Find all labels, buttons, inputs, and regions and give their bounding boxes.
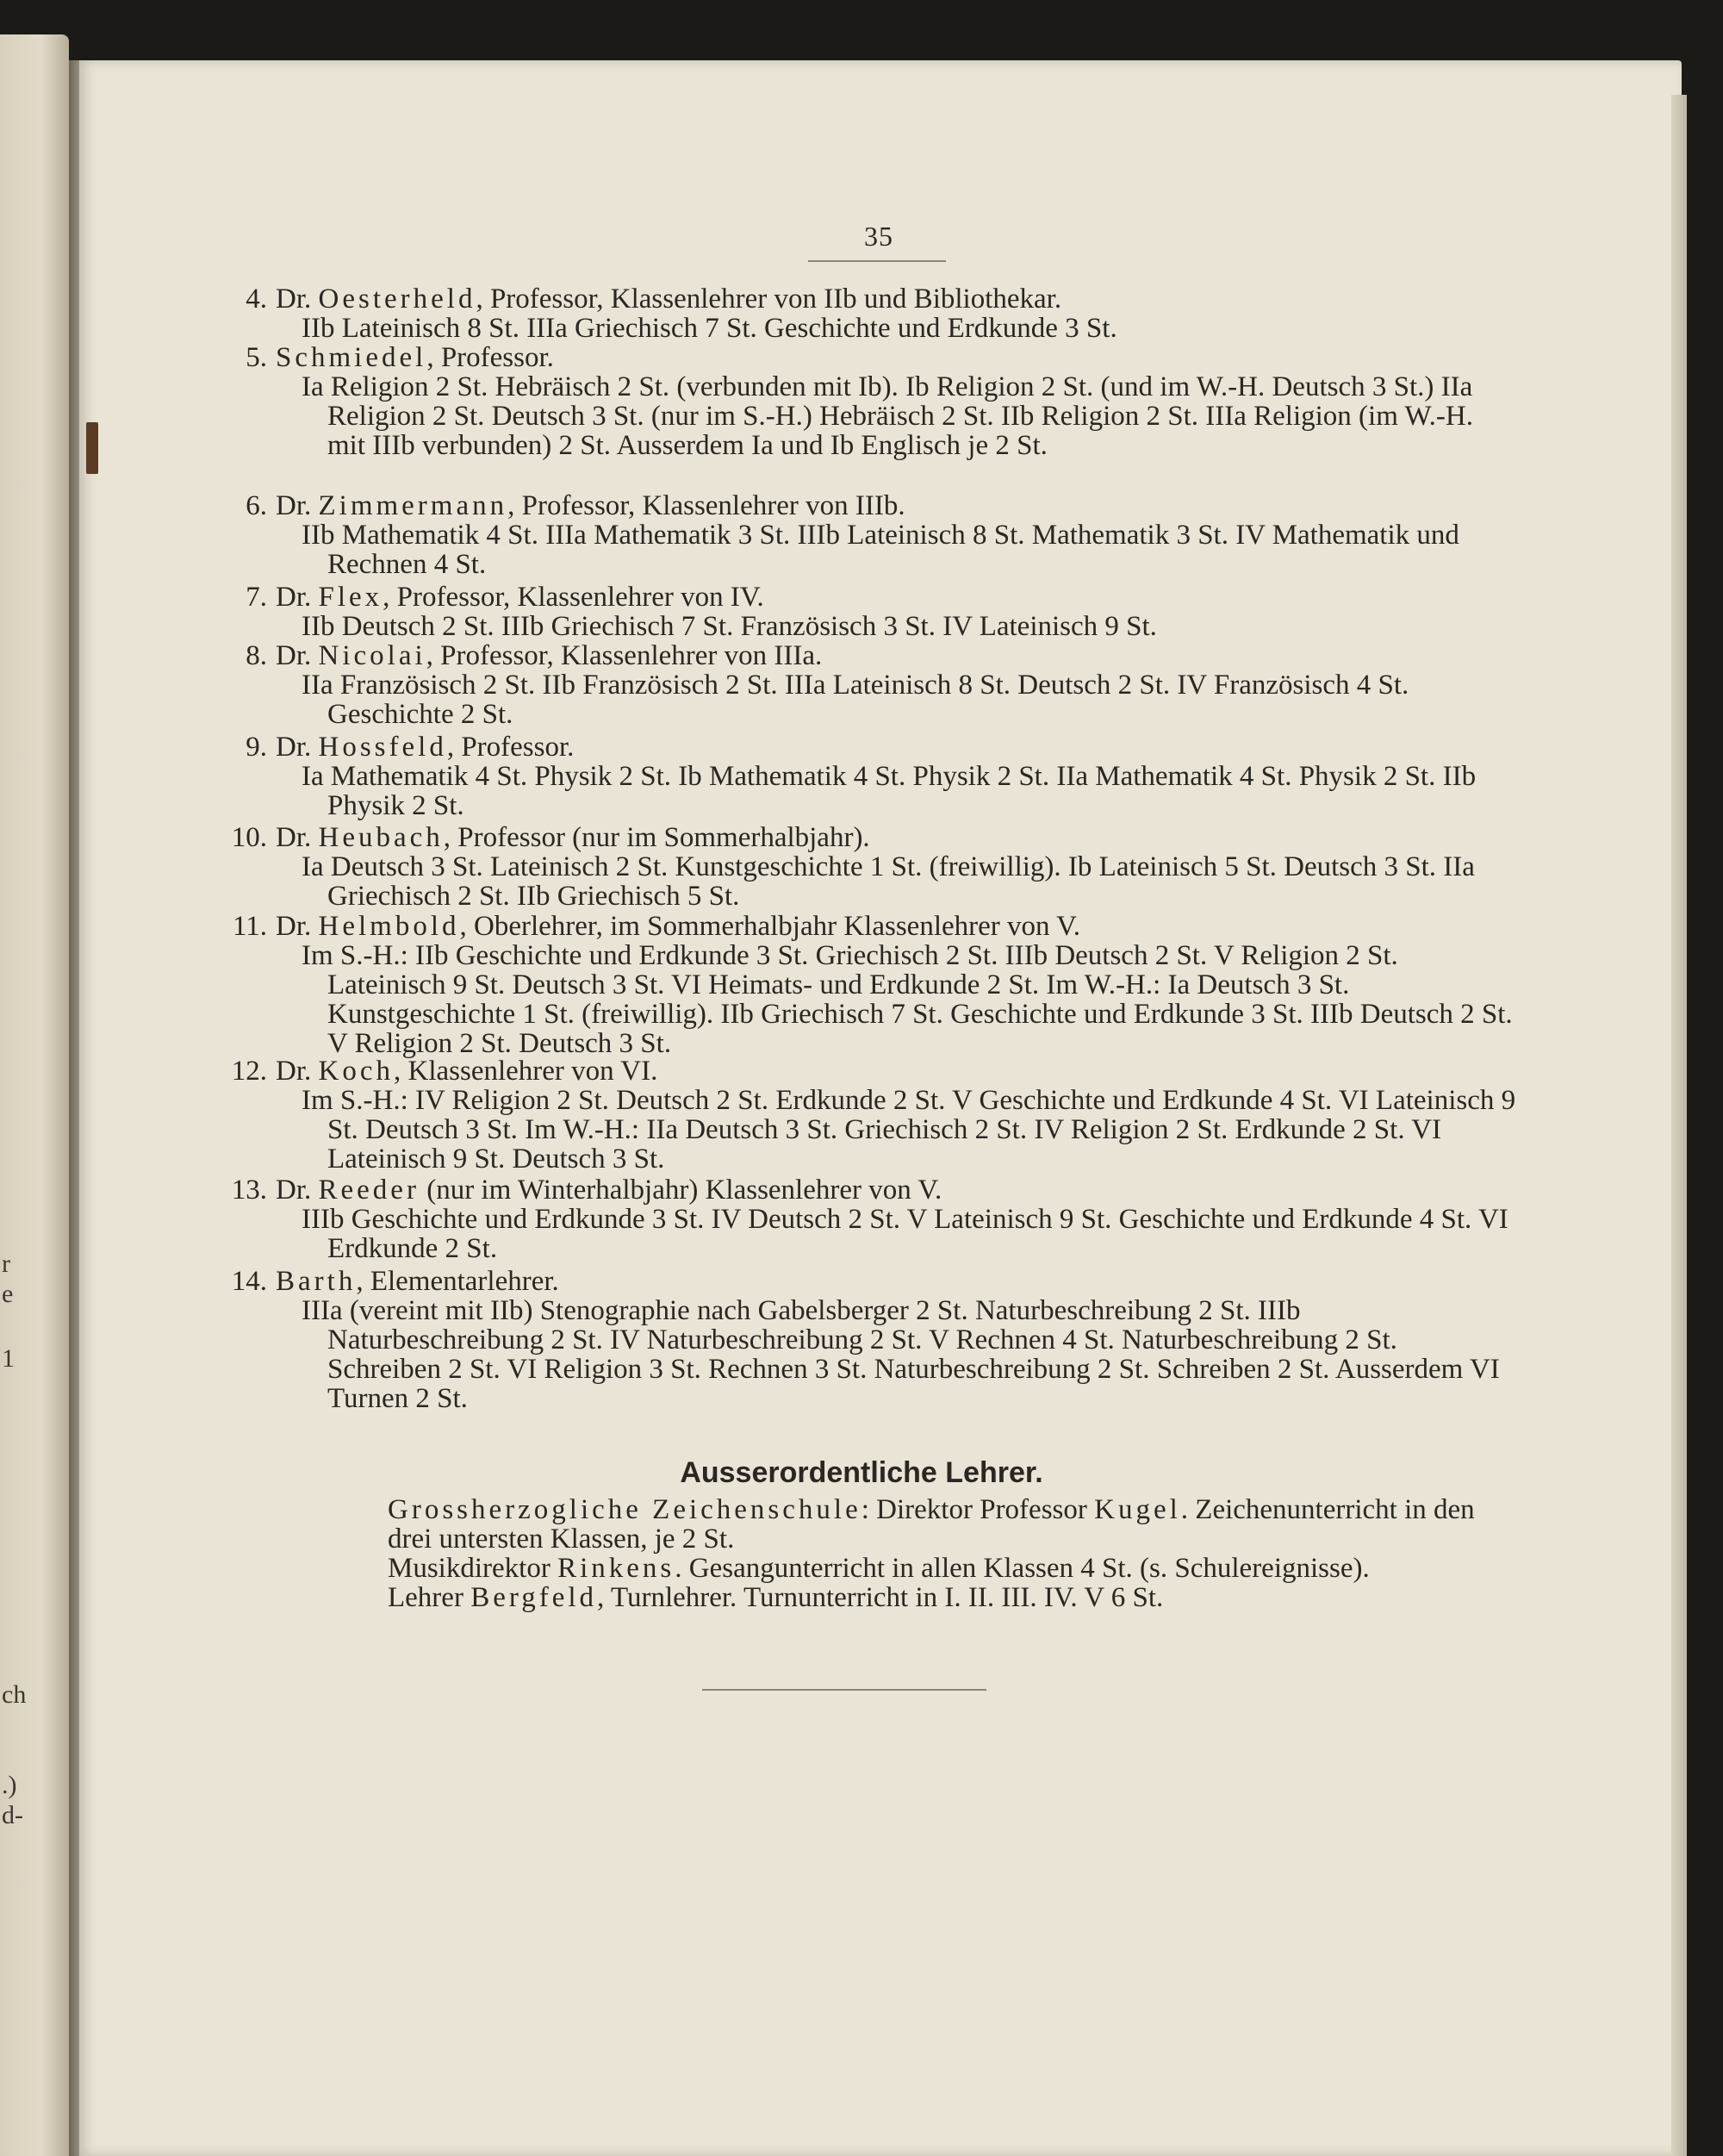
entry-title: Dr. bbox=[276, 284, 312, 315]
extra-text: Musikdirektor bbox=[388, 1553, 558, 1584]
teacher-role: , Professor, Klassenlehrer von IIIa. bbox=[426, 640, 823, 671]
entry-title: Dr. bbox=[276, 582, 312, 613]
teaching-assignment: IIa Französisch 2 St. IIb Französisch 2 St. IIIa Lateinisch 8 St. Deutsch 2 St. IV Französisch 4 St. Geschichte 2 St. bbox=[302, 670, 1409, 730]
left-page-fragment: .) bbox=[2, 1771, 17, 1799]
entry-title: Dr. bbox=[276, 911, 312, 942]
teacher-name: Rinkens bbox=[557, 1553, 675, 1584]
teacher-name: Oesterheld bbox=[318, 284, 476, 315]
teacher-name: Flex bbox=[318, 582, 383, 613]
page-number: 35 bbox=[864, 221, 893, 252]
teacher-entry bbox=[215, 583, 1516, 641]
extra-text: : Direktor Professor bbox=[861, 1494, 1095, 1525]
extra-teacher-entry bbox=[388, 1583, 1499, 1612]
teaching-assignment: IIIb Geschichte und Erdkunde 3 St. IV Deutsch 2 St. V Lateinisch 9 St. Geschichte und Erdkunde 4 St. VI Erdkunde 2 St. bbox=[302, 1204, 1508, 1264]
entry-number: 8. bbox=[246, 640, 267, 671]
teacher-role: , Professor. bbox=[446, 732, 575, 763]
teacher-role: , Klassenlehrer von VI. bbox=[393, 1056, 658, 1087]
entry-number: 9. bbox=[246, 732, 267, 763]
teacher-role: , Elementarlehrer. bbox=[356, 1266, 559, 1297]
entry-title: Dr. bbox=[276, 490, 312, 521]
extra-text: , Turnlehrer. Turnunterricht in I. II. III. IV. V 6 St. bbox=[597, 1582, 1164, 1613]
teacher-role: , Professor, Klassenlehrer von IIb und Bibliothekar. bbox=[476, 284, 1062, 315]
teacher-name: Zimmermann bbox=[318, 490, 508, 521]
teacher-name: Hossfeld bbox=[318, 732, 447, 763]
teaching-assignment: IIb Deutsch 2 St. IIIb Griechisch 7 St. Französisch 3 St. IV Lateinisch 9 St. bbox=[302, 611, 1157, 642]
entry-number: 6. bbox=[246, 490, 267, 521]
teacher-name: Heubach bbox=[318, 822, 444, 853]
teaching-assignment: Im S.-H.: IV Religion 2 St. Deutsch 2 St. Erdkunde 2 St. V Geschichte und Erdkunde 4 St. VI Lateinisch 9 St. Deutsch 3 St. Im W.-H.: IIa Deutsch 3 St. Griechisch 2 St. IV Religion 2 St. Erdkunde 2 St. VI Lateinisch 9 St. Deutsch 3 St. bbox=[302, 1085, 1516, 1175]
left-page-fragment: r bbox=[2, 1249, 10, 1278]
teacher-entry bbox=[215, 1267, 1516, 1413]
entry-number: 11. bbox=[232, 911, 267, 942]
teacher-role: , Professor, Klassenlehrer von IIIb. bbox=[507, 490, 905, 521]
teacher-entry bbox=[215, 1175, 1516, 1263]
left-page-fragment: ch bbox=[2, 1680, 27, 1709]
teaching-assignment: Ia Religion 2 St. Hebräisch 2 St. (verbunden mit Ib). Ib Religion 2 St. (und im W.-H. Deutsch 3 St.) IIa Religion 2 St. Deutsch 3 St. (nur im S.-H.) Hebräisch 2 St. IIb Religion 2 St. IIIa Religion (im W.-H. mit IIIb verbunden) 2 St. Ausserdem Ia und Ib Englisch je 2 St. bbox=[302, 371, 1473, 461]
teacher-role: (nur im Winterhalbjahr) Klassenlehrer von V. bbox=[419, 1175, 942, 1206]
entry-number: 12. bbox=[231, 1056, 267, 1087]
teacher-entry bbox=[215, 343, 1516, 460]
entry-title: Dr. bbox=[276, 1056, 312, 1087]
teacher-name: Bergfeld bbox=[470, 1582, 598, 1613]
teacher-entry bbox=[215, 641, 1516, 729]
institution-name: Grossherzogliche Zeichenschule bbox=[388, 1494, 862, 1525]
teacher-name: Kugel bbox=[1094, 1494, 1181, 1525]
teacher-entry bbox=[215, 491, 1516, 579]
entry-number: 14. bbox=[231, 1266, 267, 1297]
extra-teacher-entry bbox=[388, 1554, 1499, 1583]
teaching-assignment: Im S.-H.: IIb Geschichte und Erdkunde 3 St. Griechisch 2 St. IIIb Deutsch 2 St. V Religion 2 St. Lateinisch 9 St. Deutsch 3 St. VI Heimats- und Erdkunde 2 St. Im W.-H.: Ia Deutsch 3 St. Kunstgeschichte 1 St. (freiwillig). IIb Griechisch 7 St. Geschichte und Erdkunde 3 St. IIIb Deutsch 2 St. V Religion 2 St. Deutsch 3 St. bbox=[302, 940, 1513, 1059]
teacher-entry bbox=[215, 912, 1516, 1058]
teacher-entry bbox=[215, 732, 1516, 820]
extra-text: Lehrer bbox=[388, 1582, 471, 1613]
entry-title: Dr. bbox=[276, 1175, 312, 1206]
teacher-role: , Professor (nur im Sommerhalbjahr). bbox=[443, 822, 870, 853]
entry-number: 5. bbox=[246, 342, 267, 373]
teacher-entry bbox=[215, 1056, 1516, 1174]
teaching-assignment: IIIa (vereint mit IIb) Stenographie nach Gabelsberger 2 St. Naturbeschreibung 2 St. IIIb Naturbeschreibung 2 St. IV Naturbeschreibung 2 St. V Rechnen 4 St. Naturbeschreibung 2 St. Schreiben 2 St. VI Religion 3 St. Rechnen 3 St. Naturbeschreibung 2 St. Schreiben 2 St. Ausserdem VI Turnen 2 St. bbox=[302, 1295, 1500, 1414]
teaching-assignment: IIb Lateinisch 8 St. IIIa Griechisch 7 St. Geschichte und Erdkunde 3 St. bbox=[302, 313, 1117, 344]
teacher-role: , Professor, Klassenlehrer von IV. bbox=[383, 582, 764, 613]
teacher-name: Koch bbox=[318, 1056, 394, 1087]
teacher-name: Barth bbox=[276, 1266, 357, 1297]
entry-title: Dr. bbox=[276, 732, 312, 763]
entry-number: 13. bbox=[231, 1175, 267, 1206]
teacher-name: Nicolai bbox=[318, 640, 426, 671]
teacher-entry bbox=[215, 284, 1516, 343]
divider bbox=[808, 260, 946, 262]
teacher-name: Helmbold bbox=[318, 911, 460, 942]
entry-title: Dr. bbox=[276, 640, 312, 671]
teacher-name: Reeder bbox=[318, 1175, 420, 1206]
teacher-role: , Oberlehrer, im Sommerhalbjahr Klassenlehrer von V. bbox=[459, 911, 1081, 942]
teaching-assignment: IIb Mathematik 4 St. IIIa Mathematik 3 St. IIIb Lateinisch 8 St. Mathematik 3 St. IV Mathematik und Rechnen 4 St. bbox=[302, 520, 1459, 580]
teacher-role: , Professor. bbox=[426, 342, 554, 373]
entry-number: 7. bbox=[246, 582, 267, 613]
left-page-fragment: 1 bbox=[2, 1344, 15, 1373]
entry-number: 10. bbox=[231, 822, 267, 853]
teaching-assignment: Ia Mathematik 4 St. Physik 2 St. Ib Mathematik 4 St. Physik 2 St. IIa Mathematik 4 St. Physik 2 St. IIb Physik 2 St. bbox=[302, 761, 1477, 821]
extra-teacher-entry bbox=[388, 1495, 1499, 1554]
teacher-entry bbox=[215, 823, 1516, 911]
entry-number: 4. bbox=[246, 284, 267, 315]
extra-text: . Gesangunterricht in allen Klassen 4 St. (s. Schulereignisse). bbox=[675, 1553, 1370, 1584]
section-title: Ausserordentliche Lehrer. bbox=[680, 1456, 1043, 1489]
teaching-assignment: Ia Deutsch 3 St. Lateinisch 2 St. Kunstgeschichte 1 St. (freiwillig). Ib Lateinisch 5 St. Deutsch 3 St. IIa Griechisch 2 St. IIb Griechisch 5 St. bbox=[302, 851, 1475, 912]
divider bbox=[702, 1689, 986, 1691]
extra-text: . Zeichenunterricht in den drei untersten Klassen, je 2 St. bbox=[388, 1494, 1475, 1555]
entry-title: Dr. bbox=[276, 822, 312, 853]
teacher-name: Schmiedel bbox=[276, 342, 427, 373]
left-page-fragment: d- bbox=[2, 1801, 23, 1829]
left-page-fragment: e bbox=[2, 1280, 14, 1308]
